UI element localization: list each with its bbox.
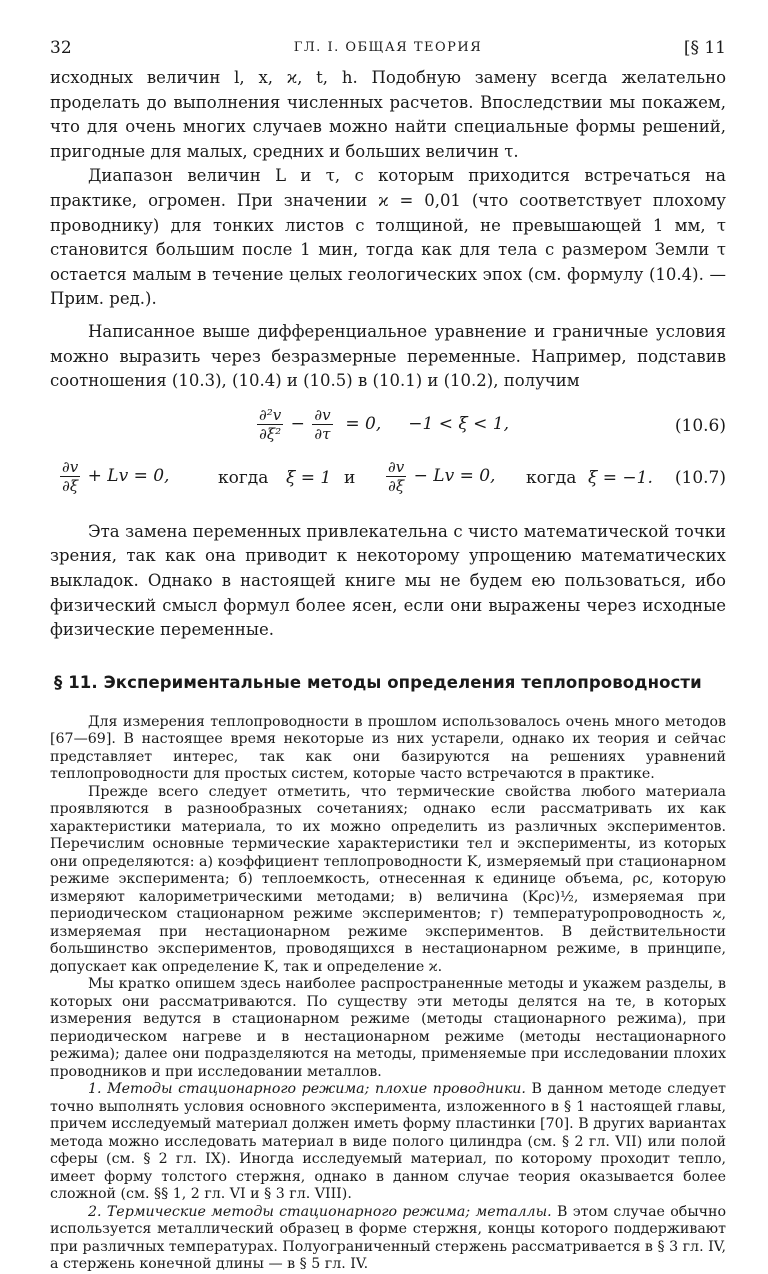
numerator: ∂v <box>388 457 405 476</box>
operator: − <box>290 413 305 434</box>
equation-number: (10.6) <box>674 415 726 436</box>
paragraph-3: Написанное выше дифференциальное уравнение и граничные условия можно выразить через безразмерные переменные. Например, подставив соотношения (10.3), (10.4) и (10.5) в (10.1) и (10.2), получим <box>50 321 726 391</box>
page-number: 32 <box>50 38 72 58</box>
small-paragraph-2: Прежде всего следует отметить, что термические свойства любого материала проявляются в разнообразных сочетаниях; однако если рассматривать их как характеристики материала, то их можно определить из различных экспериментов. Перечислим основные термические характеристики тел и эксперименты, из которых они определяются: а) коэффициент теплопроводности K, измеряемый при стационарном режиме эксперимента; б) теплоемкость, отнесенная к единице объема, ρc, которую измеряют калориметрическими методами; в) величина (Kρc)½, измеряемая при периодическом стационарном режиме экспериментов; г) температуропроводность ϰ, измеряемая при нестационарном режиме экспериментов. В действительности большинство экспериментов, проводящихся в нестационарном режиме, в принципе, допускает как определение K, так и определение ϰ. <box>50 783 726 975</box>
section-body <box>50 714 726 1274</box>
numerator: ∂²v <box>259 405 282 424</box>
denominator: ∂ξ <box>62 476 79 495</box>
fraction <box>257 406 283 443</box>
numerator: ∂v <box>314 405 331 424</box>
main-text <box>50 66 726 394</box>
equation-10-6-body <box>255 406 509 443</box>
numerator: ∂v <box>62 457 79 476</box>
fraction <box>386 458 406 495</box>
and-word: и <box>344 467 356 488</box>
method-2-text: В этом случае обычно используется металлический образец в форме стержня, концы которого поддерживают при различных температурах. Полуограниченный стержень рассматривается в § 3 гл. IV, а стержень конечной длины — в § 5 гл. IV. <box>50 1203 726 1273</box>
when-word: когда <box>526 467 577 488</box>
equation-number: (10.7) <box>674 467 726 488</box>
method-1-title: 1. Методы стационарного режима; плохие проводники. <box>88 1081 526 1098</box>
when-word: когда <box>218 467 269 488</box>
equation-10-7-part-1 <box>58 458 169 495</box>
equation-text: + Lv = 0, <box>82 465 170 486</box>
page-header <box>50 38 726 66</box>
denominator: ∂τ <box>314 424 331 443</box>
condition: ξ = −1. <box>588 467 653 488</box>
text-after-equations <box>50 520 726 643</box>
small-paragraph-1: Для измерения теплопроводности в прошлом использовалось очень много методов [67—69]. В настоящее время некоторые из них устарели, однако их теория и сейчас представляет интерес, так как они базируются на решениях уравнений теплопроводности для простых систем, которые часто встречаются в практике. <box>50 713 726 783</box>
equation-10-6 <box>50 406 726 452</box>
paragraph-2: Диапазон величин L и τ, с которым приходится встречаться на практике, огромен. При значении ϰ = 0,01 (что соответствует плохому проводнику) для тонких листов с толщиной, не превышающей 1 мм, τ становится большим после 1 мин, тогда как для тела с размером Земли τ остается малым в течение целых геологических эпох (см. формулу (10.4). — Прим. ред.). <box>50 166 726 309</box>
fraction <box>60 458 80 495</box>
book-page <box>50 38 726 1274</box>
paragraph-1: исходных величин l, x, ϰ, t, h. Подобную замену всегда желательно проделать до выполнения численных расчетов. Впоследствии мы покажем, что для очень многих случаев можно найти специальные формы решений, пригодные для малых, средних и больших величин τ. <box>50 68 726 161</box>
denominator: ∂ξ <box>388 476 405 495</box>
method-1-text: В данном методе следует точно выполнять условия основного эксперимента, изложенного в § 1 настоящей главы, причем исследуемый материал должен иметь форму пластинки [70]. В других вариантах метода можно исследовать материал в виде полого цилиндра (см. § 2 гл. VII) или полой сферы (см. § 2 гл. IX). Иногда исследуемый материал, по которому проходит тепло, имеет форму толстого стержня, однако в данном случае теория оказывается более сложной (см. §§ 1, 2 гл. VI и § 3 гл. VIII). <box>50 1081 726 1203</box>
equation-text: − Lv = 0, <box>408 465 496 486</box>
paragraph-4: Эта замена переменных привлекательна с чисто математической точки зрения, так как она приводит к некоторому упрощению математических выкладок. Однако в настоящей книге мы не будем ею пользоваться, ибо физический смысл формул более ясен, если они выражены через исходные физические переменные. <box>50 521 726 640</box>
section-heading: § 11. Экспериментальные методы определения теплопроводности <box>54 672 702 692</box>
denominator: ∂ξ² <box>259 424 282 443</box>
method-2-title: 2. Термические методы стационарного режима; металлы. <box>88 1203 552 1220</box>
method-1-paragraph <box>50 1081 726 1204</box>
section-reference: [§ 11 <box>683 38 726 58</box>
fraction <box>312 406 332 443</box>
method-2-paragraph <box>50 1204 726 1274</box>
condition: ξ = 1 <box>286 467 332 488</box>
running-title: ГЛ. I. ОБЩАЯ ТЕОРИЯ <box>293 40 483 55</box>
equation-10-7-part-2 <box>384 458 495 495</box>
equation-rest: = 0, −1 < ξ < 1, <box>339 413 509 434</box>
small-paragraph-3: Мы кратко опишем здесь наиболее распространенные методы и укажем разделы, в которых они рассматриваются. По существу эти методы делятся на те, в которых измерения ведутся в стационарном режиме (методы стационарного режима), при периодическом нагреве и в нестационарном режиме (методы нестационарного режима); далее они подразделяются на методы, применяемые при исследовании плохих проводников и при исследовании металлов. <box>50 976 726 1080</box>
equation-10-7 <box>50 458 726 504</box>
